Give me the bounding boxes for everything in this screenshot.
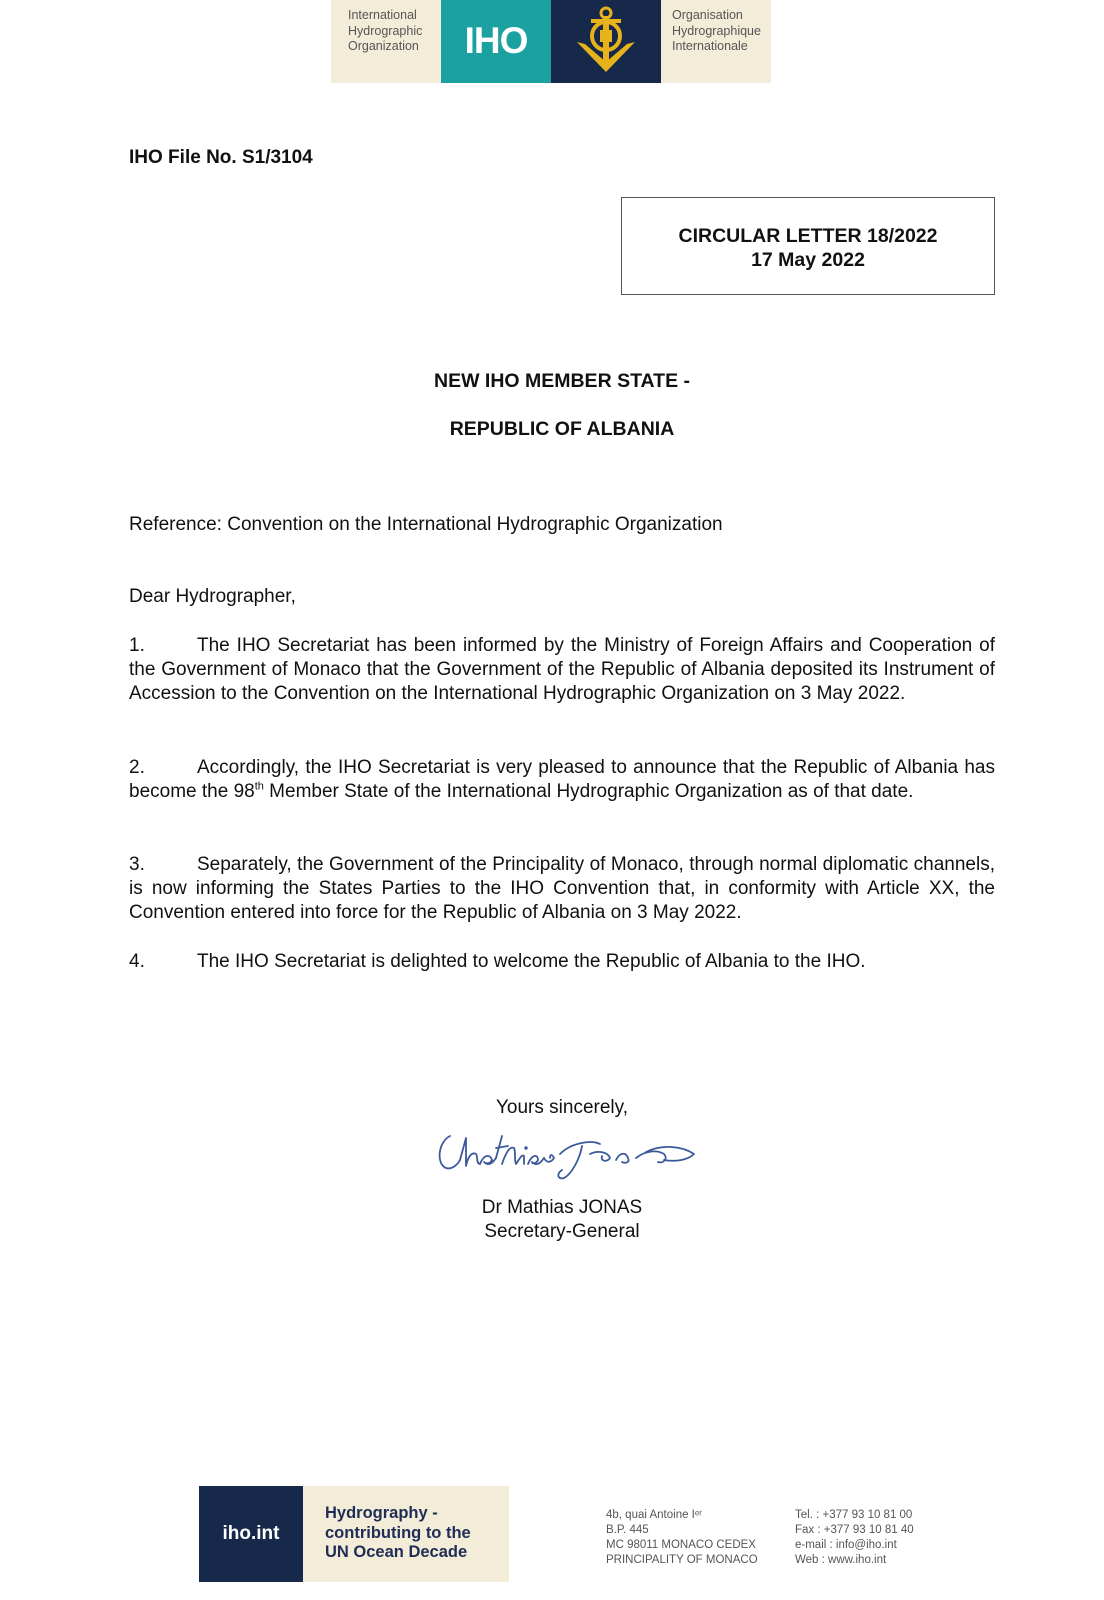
paragraph-2: [129, 756, 995, 804]
file-number: IHO File No. S1/3104: [129, 147, 313, 168]
signatory-position: Secretary-General: [484, 1221, 640, 1242]
circular-letter-box: [621, 197, 995, 295]
footer-contact-line: e-mail : info@iho.int: [795, 1539, 897, 1551]
paragraph-text: Accordingly, the IHO Secretariat is very pleased to announce that the Republic of Albania has become the 98: [129, 757, 995, 802]
paragraph-3: [129, 853, 995, 925]
footer-slogan-line: Hydrography -: [325, 1504, 438, 1522]
footer-address-line: 4b, quai Antoine Iᵉʳ: [606, 1509, 702, 1521]
logo-acronym: IHO: [441, 0, 551, 83]
circular-number: CIRCULAR LETTER 18/2022: [678, 225, 938, 247]
footer-address-line: B.P. 445: [606, 1524, 649, 1536]
paragraph-number: 3.: [129, 854, 145, 875]
paragraph-text: Member State of the International Hydrographic Organization as of that date.: [263, 781, 914, 802]
paragraph-text: The IHO Secretariat is delighted to welcome the Republic of Albania to the IHO.: [197, 951, 866, 972]
title-line-1: NEW IHO MEMBER STATE -: [433, 370, 690, 392]
logo-english-line: International: [348, 8, 417, 22]
logo-english-line: Hydrographic: [348, 23, 423, 38]
ordinal-suffix: th: [254, 780, 264, 793]
footer-contact: [795, 1508, 914, 1568]
valediction: Yours sincerely,: [495, 1097, 628, 1118]
iho-anchor-emblem-icon: [569, 6, 643, 78]
paragraph-number: 2.: [129, 757, 145, 778]
title-line-2: REPUBLIC OF ALBANIA: [449, 418, 675, 440]
logo-french-name: [661, 0, 771, 83]
paragraph-number: 4.: [129, 951, 145, 972]
paragraph-text: The IHO Secretariat has been informed by the Ministry of Foreign Affairs and Cooperation of the Government of Monaco that the Government of the Republic of Albania deposited its Instrument of Accession to the Convention on the International Hydrographic Organization on 3 May 2022.: [129, 635, 995, 704]
footer-contact-line: Fax : +377 93 10 81 40: [795, 1524, 914, 1536]
handwritten-signature: [432, 1124, 702, 1186]
footer-slogan-line: UN Ocean Decade: [325, 1543, 468, 1561]
paragraph-1: [129, 634, 995, 706]
footer-website: iho.int: [199, 1486, 303, 1582]
footer-address-line: PRINCIPALITY OF MONACO: [606, 1554, 758, 1566]
logo-english-line: Organization: [348, 39, 419, 53]
logo-english-name: [331, 0, 441, 83]
footer-contact-line: Tel. : +377 93 10 81 00: [795, 1509, 913, 1521]
circular-date: 17 May 2022: [751, 249, 865, 271]
footer-slogan-line: contributing to the: [325, 1523, 471, 1542]
logo-emblem-panel: [551, 0, 661, 83]
salutation: Dear Hydrographer,: [129, 586, 296, 607]
paragraph-number: 1.: [129, 635, 145, 656]
reference: Reference: Convention on the International Hydrographic Organization: [129, 514, 723, 535]
footer-contact-line: Web : www.iho.int: [795, 1554, 887, 1566]
footer-address: [606, 1508, 758, 1568]
paragraph-text: Separately, the Government of the Principality of Monaco, through normal diplomatic channels, is now informing the States Parties to the IHO Convention that, in conformity with Article XX, the Convention entered into force for the Republic of Albania on 3 May 2022.: [129, 854, 995, 923]
signatory-name: Dr Mathias JONAS: [481, 1197, 643, 1218]
footer-address-line: MC 98011 MONACO CEDEX: [606, 1539, 756, 1551]
iho-logo-banner: [331, 0, 771, 83]
logo-french-line: Organisation: [672, 8, 743, 22]
logo-french-line: Hydrographique: [672, 23, 761, 38]
paragraph-4: [129, 950, 995, 974]
logo-french-line: Internationale: [672, 39, 748, 53]
footer-slogan: [303, 1486, 509, 1582]
